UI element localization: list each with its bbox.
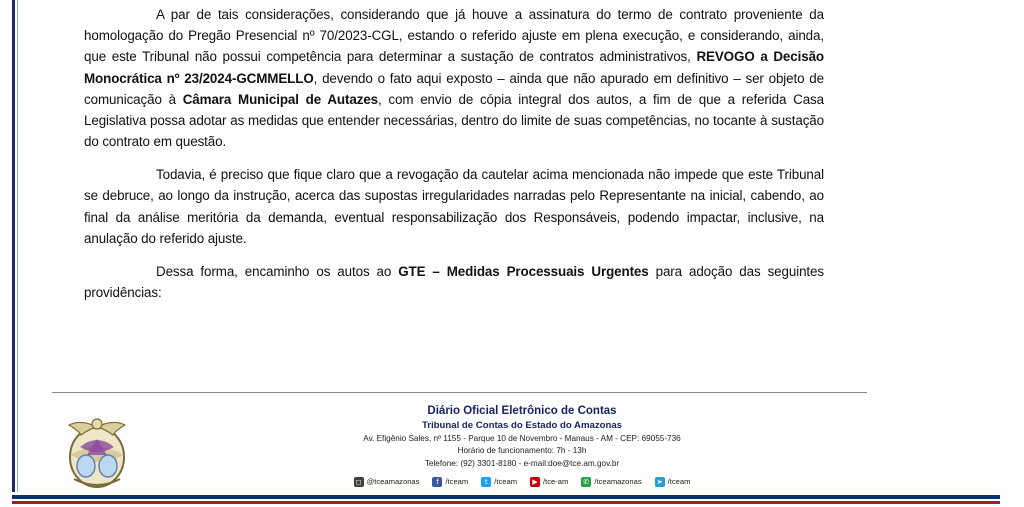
paragraph-1: A par de tais considerações, considerando que já houve a assinatura do termo de contrato proveniente da homologação do Pregão Presencial nº 70/2023-CGL, estando o referido ajuste em plena execução, e considerando, ainda, que este Tribunal não possui competência para determinar a sustação de contratos administrativos, REVOGO a Decisão Monocrática nº 23/2024-GCMMELLO, devendo o fato aqui exposto – ainda que não apurado em definitivo – ser objeto de comunicação à Câmara Municipal de Autazes, com envio de cópia integral dos autos, a fim de que a referida Casa Legislativa possa adotar as medidas que entender necessárias, dentro do limite de suas competências, no tocante à sustação do contrato em questão. (84, 7, 824, 150)
paragraph-3: Dessa forma, encaminho os autos ao GTE – Medidas Processuais Urgentes para adoção das seguintes providências: (84, 263, 824, 301)
social-telegram-label: /tceam (667, 477, 691, 487)
paragraph-2: Todavia, é preciso que fique claro que a revogação da cautelar acima mencionada não impede que este Tribunal se debruce, ao longo da instrução, acerca das supostas irregularidades narradas pelo Representante na inicial, cabendo, ao final da análise meritória da demanda, eventual responsabilização dos Responsáveis, podendo impactar, inclusive, na anulação do referido ajuste. (84, 167, 824, 246)
tce-am-coat-of-arms-icon (60, 409, 134, 491)
bold-gte: GTE – Medidas Processuais Urgentes (398, 263, 649, 279)
footer-hours: Horário de funcionamento: 7h - 13h (457, 446, 587, 456)
social-twitter-label: /tceam (494, 477, 518, 487)
social-telegram[interactable] (655, 477, 691, 487)
footer-address: Av. Efigênio Sales, nº 1155 - Parque 10 de Novembro - Manaus - AM - CEP: 69055-736 (363, 434, 681, 443)
footer-text-block (202, 403, 842, 487)
whatsapp-icon: ✆ (581, 477, 591, 487)
document-body (84, 4, 824, 315)
bold-camara: Câmara Municipal de Autazes (182, 91, 379, 107)
footer-divider (52, 392, 867, 393)
twitter-icon: t (481, 477, 491, 487)
social-whatsapp[interactable] (581, 477, 641, 487)
footer-title: Diário Oficial Eletrônico de Contas (427, 405, 617, 417)
footer-social-links (202, 477, 842, 487)
social-facebook[interactable] (432, 477, 468, 487)
social-instagram[interactable] (354, 477, 420, 487)
social-youtube[interactable] (530, 477, 568, 487)
page-left-border-thin (17, 0, 18, 492)
instagram-icon: ◻ (354, 477, 364, 487)
page-bottom-border-red (12, 501, 1000, 504)
social-instagram-label: @tceamazonas (366, 477, 420, 487)
youtube-icon: ▶ (530, 477, 540, 487)
social-youtube-label: /tce-am (543, 477, 569, 487)
page-left-border-blue (12, 0, 15, 492)
social-twitter[interactable] (481, 477, 517, 487)
page-footer (52, 392, 912, 499)
telegram-icon: ➤ (655, 477, 665, 487)
social-whatsapp-label: /tceamazonas (594, 477, 642, 487)
social-facebook-label: /tceam (445, 477, 469, 487)
page-bottom-border-blue (12, 495, 1000, 499)
facebook-icon: f (432, 477, 442, 487)
bold-revogo: REVOGO a Decisão Monocrática nº 23/2024-GCMMELLO (84, 49, 824, 86)
footer-subtitle: Tribunal de Contas do Estado do Amazonas (421, 420, 623, 432)
footer-contact: Telefone: (92) 3301-8180 - e-mail:doe@tce.am.gov.br (424, 458, 620, 468)
